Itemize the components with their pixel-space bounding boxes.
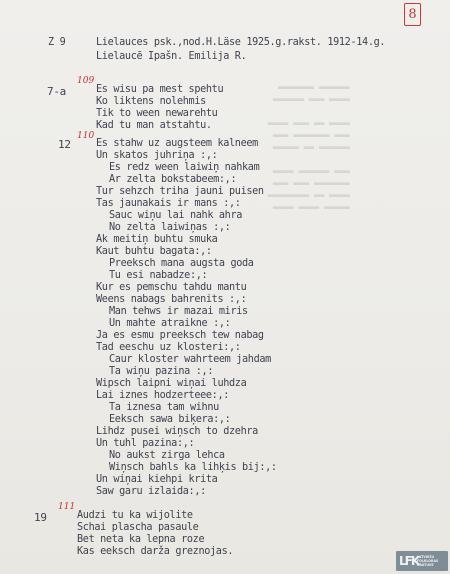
verse-line: Tas jaunakais ir mans :,: [96,198,241,209]
verse-line: Schai plascha pasaule [77,522,199,533]
verse-line: Lihdz pusei wiņsch to dzehra [96,426,258,437]
verse-line: Tu esi nabadze:,: [109,270,208,281]
verse-line: Sauc wiņu lai nahk ahra [109,210,243,221]
verse-line: No aukst zirga lehca [109,450,225,461]
verse-line: Kaut buhtu bagata:,: [96,246,212,257]
verse-line: Man tehws ir mazai miris [109,306,248,317]
archive-logo [396,551,448,571]
song-number: 19 [34,511,47,524]
verse-line: Saw garu izlaida:,: [96,486,206,497]
logo-text-line: LATVIEŠU [417,555,435,559]
song-number: 12 [58,138,71,151]
verse-line: Wiņsch bahls ka lihķis bij:,: [109,462,277,473]
verse-line: Tik to ween newarehtu [96,108,218,119]
verse-line: Weens nabags bahrenits :,: [96,294,247,305]
archive-number: Z 9 [48,37,66,48]
verse-line: Audzi tu ka wijolite [77,510,193,521]
verse-line: Preeksch mana augsta goda [109,258,254,269]
verse-line: Ar zelta bokstabeem:,: [109,174,237,185]
logo-text-line: KRĀTUVE [417,563,434,567]
verse-line: Bet neta ka lepna roze [77,534,205,545]
verse-line: Ta wiņu pazina :,: [109,366,214,377]
verse-line: Es wisu pa mest spehtu [96,84,224,95]
verse-line: Tad eeschu uz klosteri:,: [96,342,241,353]
verse-line: Lai iznes hodzerteee:,: [96,390,230,401]
verse-line: Es stahw uz augsteem kalneem [96,138,258,149]
verse-line: Es redz ween laiwiņ nahkam [109,162,260,173]
song-red-mark: 109 [77,76,95,86]
header-line-2: Lielaucē Ipašn. Emilija R. [96,51,247,62]
verse-line: Ko liktens nolehmis [96,96,206,107]
verse-line: Kur es pemschu tahdu mantu [96,282,247,293]
verse-line: Un mahte atraikne :,: [109,318,231,329]
verse-line: Kas eeksch darža greznojas. [77,546,234,557]
song-red-mark: 111 [58,502,76,512]
verse-line: Ak meitiņ buhtu smuka [96,234,218,245]
song-red-mark: 110 [77,131,95,141]
header-line-1: Lielauces psk.,nod.H.Läse 1925.g.rakst. 1912-14.g. [96,37,386,48]
page-number-mark: 8 [404,3,421,26]
verse-line: Tur sehzch triha jauni puisen [96,186,264,197]
verse-line: Un wiņai kiehpi krita [96,474,218,485]
verse-line: Kad tu man atstahtu. [96,120,212,131]
verse-line: Eeksch sawa biķera:,: [109,414,231,425]
verse-line: Un skatos juhriņa :,: [96,150,218,161]
logo-mark: LFK [399,554,419,568]
verse-line: Caur kloster wahrteem jahdam [109,354,271,365]
logo-text-line: FOLKLORAS [417,559,439,563]
verse-line: Ta iznesa tam wihnu [109,402,219,413]
verse-line: No zelta laiwiņas :,: [109,222,231,233]
verse-line: Un tuhl pazina:,: [96,438,195,449]
song-number: 7-a [47,85,66,98]
verse-line: Ja es esmu preeksch tew nabag [96,330,264,341]
bleed-through-text: ▬▬▬▬▬▬ ▬▬▬▬▬▬▬ ▬▬▬▬ ▬▬▬ ▬▬▬▬▬▬ ▬▬▬▬ ▬▬ ▬▬▬ ▬▬▬▬ ▬▬▬ ▬▬▬▬▬▬▬ ▬▬▬ ▬▬▬▬▬▬ ▬▬ ▬▬▬▬▬ ▬▬▬ ▬▬▬▬▬▬ ▬▬▬▬ ▬▬▬▬▬▬▬ ▬▬▬ ▬▬▬ ▬▬▬▬ ▬▬ ▬▬▬▬▬▬▬▬ ▬▬▬▬▬ ▬▬▬▬ ▬▬▬▬ [268,83,350,213]
verse-line: Wipsch laipni wiņai luhdza [96,378,247,389]
